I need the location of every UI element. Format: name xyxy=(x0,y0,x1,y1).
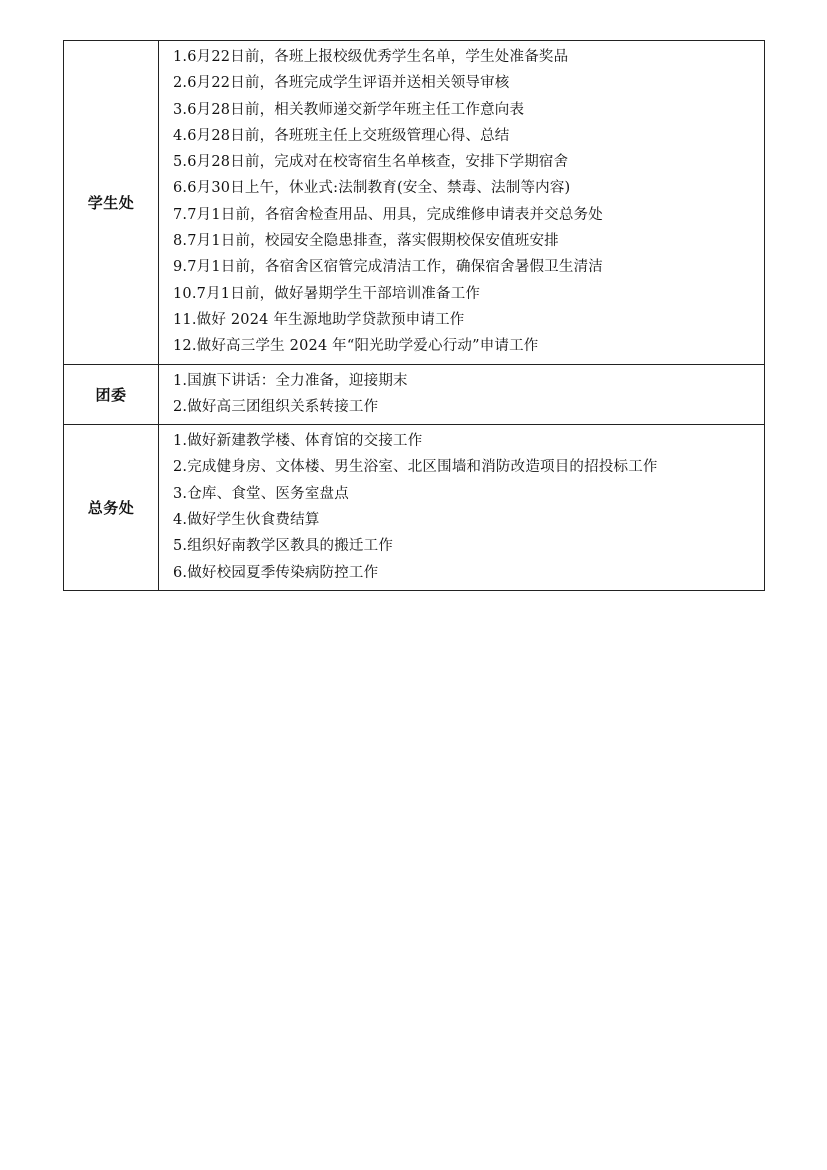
department-cell: 总务处 xyxy=(64,425,159,591)
task-item: 6.6月30日上午，休业式:法制教育(安全、禁毒、法制等内容) xyxy=(173,180,571,197)
task-item: 4.做好学生伙食费结算 xyxy=(173,512,320,529)
task-item: 4.6月28日前，各班班主任上交班级管理心得、总结 xyxy=(173,127,510,144)
task-list xyxy=(159,364,765,425)
department-cell: 学生处 xyxy=(64,41,159,365)
task-item: 2.完成健身房、文体楼、男生浴室、北区围墙和消防改造项目的招投标工作 xyxy=(173,459,658,476)
task-item: 11.做好 2024 年生源地助学贷款预申请工作 xyxy=(173,311,465,328)
task-item: 12.做好高三学生 2024 年“阳光助学爱心行动”申请工作 xyxy=(173,338,539,355)
table-row xyxy=(64,41,765,365)
task-item: 2.做好高三团组织关系转接工作 xyxy=(173,398,379,415)
task-item: 8.7月1日前，校园安全隐患排查，落实假期校保安值班安排 xyxy=(173,233,559,250)
task-item: 5.组织好南教学区教具的搬迁工作 xyxy=(173,538,394,555)
table-row xyxy=(64,364,765,425)
task-item: 1.国旗下讲话：全力准备，迎接期末 xyxy=(173,372,408,389)
task-item: 7.7月1日前，各宿舍检查用品、用具，完成维修申请表并交总务处 xyxy=(173,206,603,223)
work-plan-table xyxy=(63,40,765,591)
task-item: 2.6月22日前，各班完成学生评语并送相关领导审核 xyxy=(173,75,510,92)
table-row xyxy=(64,425,765,591)
task-item: 3.6月28日前，相关教师递交新学年班主任工作意向表 xyxy=(173,101,525,118)
task-list xyxy=(159,41,765,365)
task-item: 1.6月22日前，各班上报校级优秀学生名单，学生处准备奖品 xyxy=(173,49,569,65)
task-item: 3.仓库、食堂、医务室盘点 xyxy=(173,485,349,502)
department-cell: 团委 xyxy=(64,364,159,425)
task-list xyxy=(159,425,765,591)
task-item: 10.7月1日前，做好暑期学生干部培训准备工作 xyxy=(173,285,481,302)
task-item: 5.6月28日前，完成对在校寄宿生名单核查，安排下学期宿舍 xyxy=(173,154,569,171)
task-item: 1.做好新建教学楼、体育馆的交接工作 xyxy=(173,433,423,450)
task-item: 9.7月1日前，各宿舍区宿管完成清洁工作，确保宿舍暑假卫生清洁 xyxy=(173,259,603,276)
task-item: 6.做好校园夏季传染病防控工作 xyxy=(173,564,379,581)
